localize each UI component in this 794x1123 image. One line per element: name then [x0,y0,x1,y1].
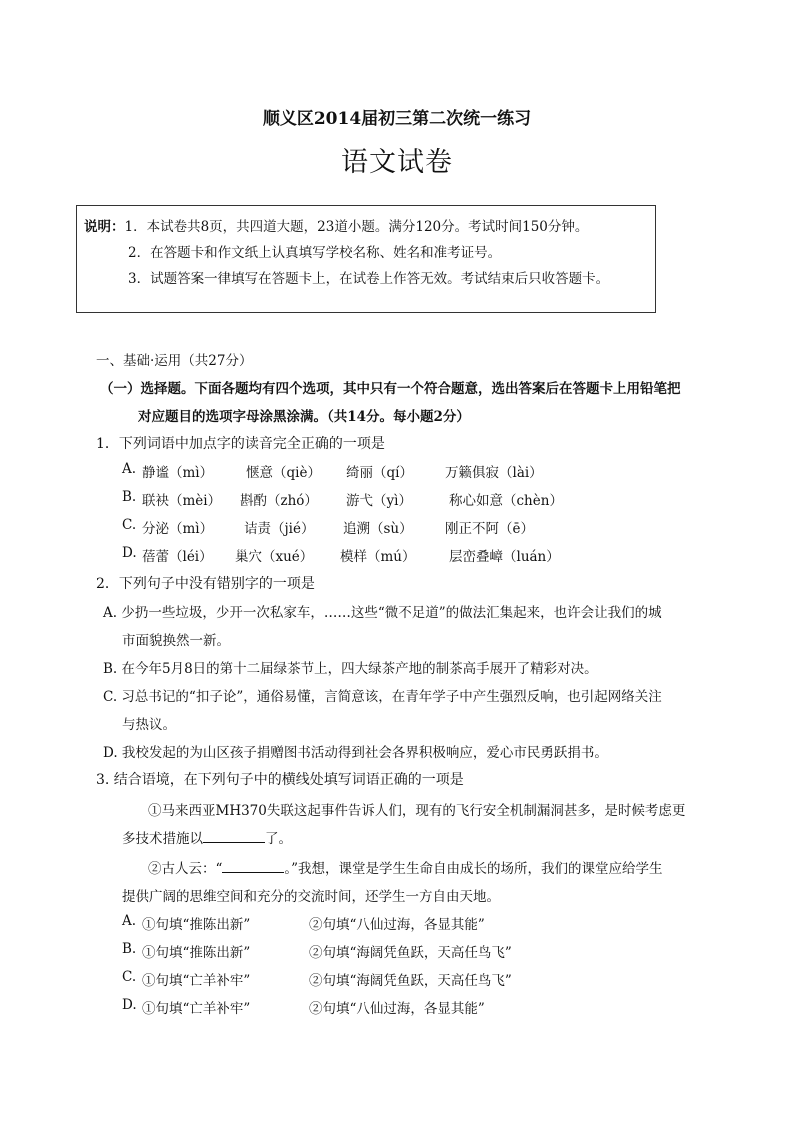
option-text: ②句填“八仙过海，各显其能” [309,1001,485,1017]
question-2-option-d: D. 我校发起的为山区孩子捐赠图书活动得到社会各界积极响应，爱心市民勇跃捐书。 [103,745,608,761]
option-word: 模样（mú） [340,549,416,565]
exam-subject-title: 语文试卷 [341,147,453,178]
instructions-label: 说明： [84,219,125,235]
option-text: ②句填“海阔凭鱼跃，天高任鸟飞” [309,973,512,989]
question-2-option-c-line-1: C. 习总书记的“扣子论”，通俗易懂，言简意该，在青年学子中产生强烈反响，也引起网络关注 [103,689,662,705]
instruction-item-1: 1．本试卷共8页，共四道大题，23道小题。满分120分。考试时间150分钟。 [124,219,589,235]
option-label: D. [122,997,137,1013]
option-label: D. [122,545,137,561]
option-word: 静谧（mì） [142,465,214,481]
option-label: C. [122,969,137,985]
option-text: ②句填“八仙过海，各显其能” [309,917,485,933]
question-3-sentence-1-line-1: ①马来西亚MH370失联这起事件告诉人们，现有的飞行安全机制漏洞甚多，是时候考虑更 [148,803,686,819]
option-word: 刚正不阿（ē） [445,521,534,537]
option-word: 诘责（jié） [244,521,315,537]
sentence-text: ②古人云：“ [148,861,223,877]
option-word: 追溯（sù） [343,521,413,537]
option-label: A. [122,913,137,929]
instruction-item-2: 2．在答题卡和作文纸上认真填写学校名称、姓名和准考证号。 [128,245,502,261]
question-2-option-b: B. 在今年5月8日的第十二届绿茶节上，四大绿茶产地的制茶高手展开了精彩对决。 [103,661,598,677]
option-text: ②句填“海阔凭鱼跃，天高任鸟飞” [309,945,512,961]
option-word: 惬意（qiè） [246,465,321,481]
option-text: ①句填“亡羊补牢” [142,1001,251,1017]
instructions-line-1 [84,215,588,235]
option-text: ①句填“推陈出新” [142,917,251,933]
option-word: 层峦叠嶂（luán） [449,549,560,565]
part-instruction-line-2: 对应题目的选项字母涂黑涂满。（共14分。每小题2分） [138,409,470,425]
question-3-sentence-1-line-2 [122,827,292,847]
option-label: B. [122,489,137,505]
question-3-sentence-2-line-2: 提供广阔的思维空间和充分的交流时间，还学生一方自由天地。 [122,889,500,905]
section-heading: 一、基础·运用（共27分） [96,353,253,369]
part-instruction-line-1: （一）选择题。下面各题均有四个选项，其中只有一个符合题意，选出答案后在答题卡上用铅笔把 [100,381,681,397]
fill-blank-2[interactable] [222,860,284,873]
sentence-text: 了。 [265,831,292,847]
instruction-item-3: 3．试题答案一律填写在答题卡上，在试卷上作答无效。考试结束后只收答题卡。 [128,271,610,287]
question-2-stem: 2．下列句子中没有错别字的一项是 [96,576,315,592]
option-word: 万籁俱寂（lài） [445,465,543,481]
question-1-stem: 1．下列词语中加点字的读音完全正确的一项是 [96,436,385,452]
option-word: 称心如意（chèn） [449,493,563,509]
question-3-stem: 3. 结合语境，在下列句子中的横线处填写词语正确的一项是 [96,772,464,788]
option-text: ①句填“推陈出新” [142,945,251,961]
fill-blank-1[interactable] [203,830,265,843]
question-2-option-c-line-2: 与热议。 [122,717,176,733]
sentence-text: 多技术措施以 [122,831,203,847]
option-word: 分泌（mì） [142,521,214,537]
question-2-option-a-line-2: 市面貌换然一新。 [122,633,230,649]
question-3-sentence-2-line-1 [148,857,663,877]
option-word: 绮丽（qí） [346,465,413,481]
question-2-option-a-line-1: A. 少扔一些垃圾，少开一次私家车，……这些“微不足道”的做法汇集起来，也许会让我们的城 [103,605,662,621]
sentence-text: 。”我想，课堂是学生生命自由成长的场所，我们的课堂应给学生 [284,861,663,877]
option-word: 斟酌（zhó） [240,493,318,509]
option-word: 巢穴（xué） [235,549,314,565]
option-label: C. [122,517,137,533]
exam-title: 顺义区2014届初三第二次统一练习 [262,109,532,129]
option-word: 联袂（mèi） [142,493,222,509]
option-word: 蓓蕾（léi） [142,549,213,565]
option-label: A. [122,461,137,477]
option-text: ①句填“亡羊补牢” [142,973,251,989]
option-word: 游弋（yì） [346,493,412,509]
option-label: B. [122,941,137,957]
